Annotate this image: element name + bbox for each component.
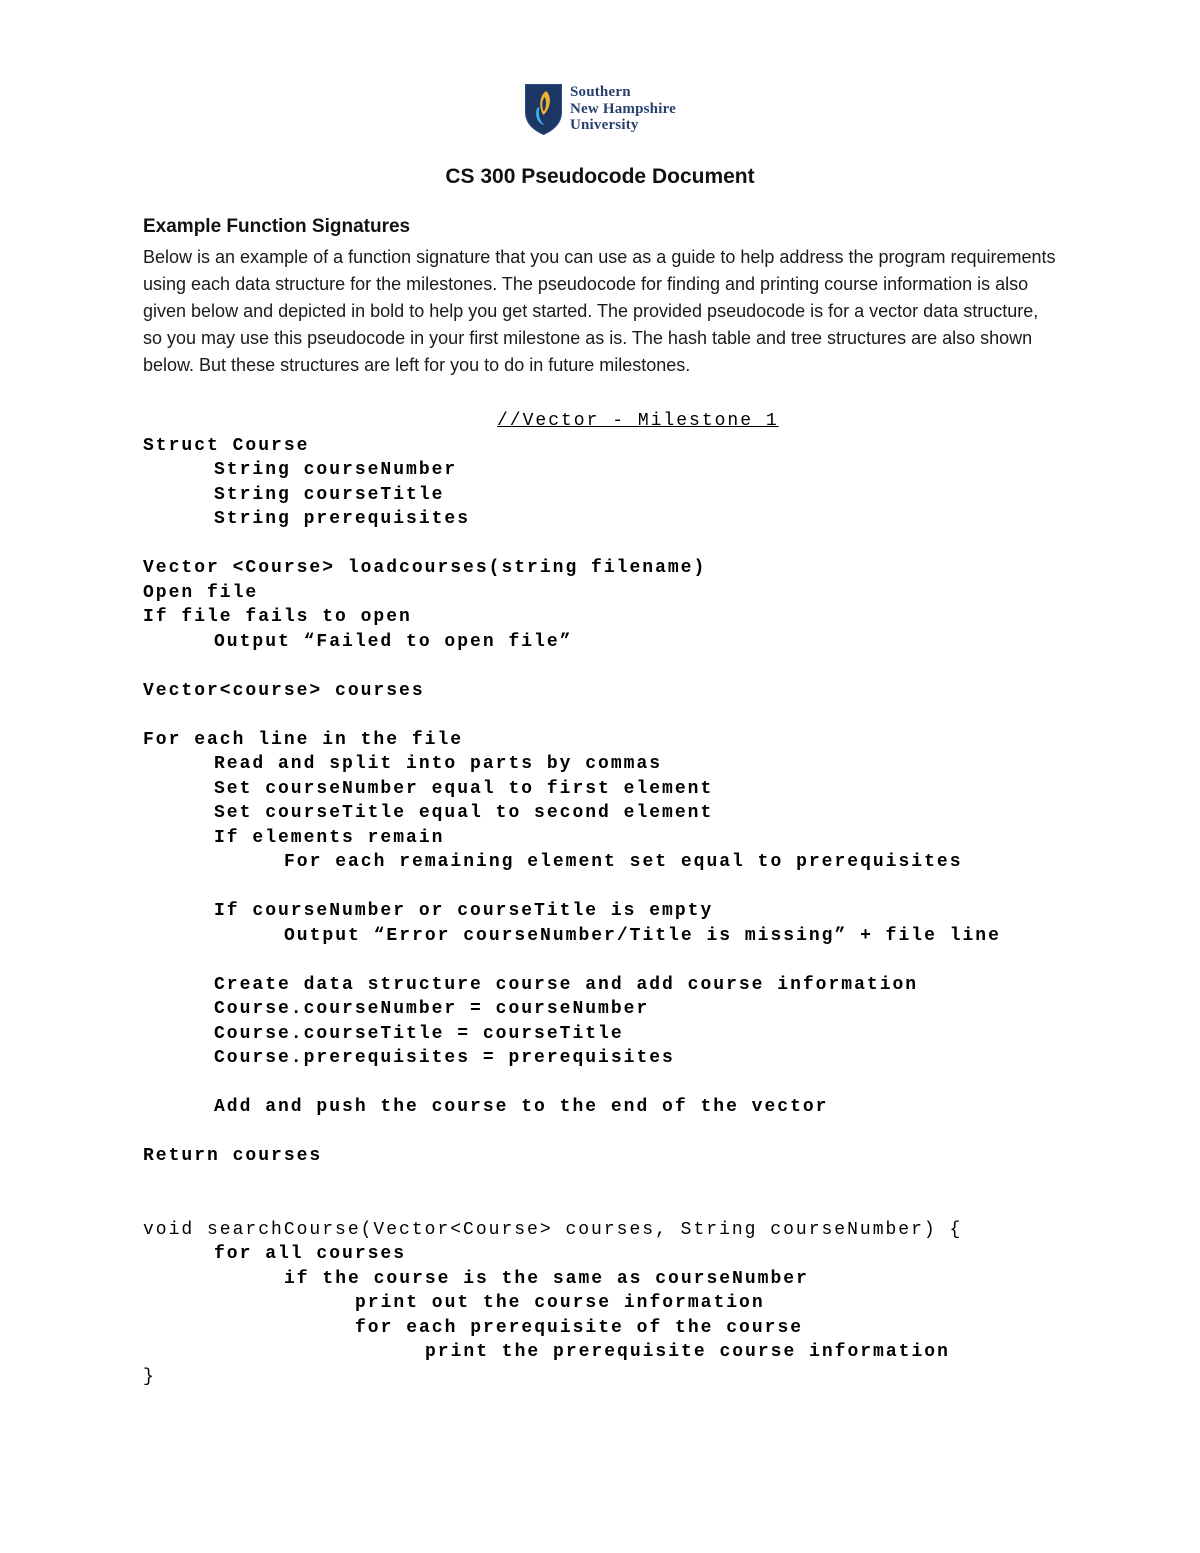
code-line: Struct Course (143, 435, 310, 456)
code-line: If elements remain (214, 827, 445, 848)
code-line: for each prerequisite of the course (355, 1317, 804, 1338)
intro-paragraph: Below is an example of a function signature that you can use as a guide to help address the program requirements using each data structure for the milestones. The pseudocode for finding and printing course information is also given below and depicted in bold to help you get started. The provided pseudocode is for a vector data structure, so you may use this pseudocode in your first milestone as is. The hash table and tree structures are also shown below. But these structures are left for you to do in future milestones. (143, 247, 1056, 375)
code-line (143, 654, 1057, 679)
snhu-shield-icon (524, 83, 563, 136)
code-line: Output “Failed to open file” (214, 631, 573, 652)
code-line: Read and split into parts by commas (214, 754, 663, 774)
snhu-wordmark-line1: Southern (569, 84, 631, 100)
code-line: Create data structure course and add course information (214, 974, 919, 995)
code-line: String courseTitle (214, 484, 445, 505)
pseudocode-block (143, 409, 1057, 1389)
code-line (143, 1169, 1057, 1194)
code-line (143, 1120, 1057, 1145)
snhu-wordmark (570, 83, 676, 134)
code-line (143, 948, 1057, 973)
snhu-wordmark-line2: New Hampshire (569, 100, 677, 117)
code-line (143, 1193, 1057, 1218)
code-lines (143, 434, 1057, 1390)
code-line: print out the course information (355, 1293, 765, 1313)
code-line: Return courses (143, 1146, 323, 1166)
code-line: Add and push the course to the end of the vector (214, 1097, 829, 1117)
snhu-wordmark-line3: University (569, 117, 639, 133)
code-line: Set courseNumber equal to first element (214, 778, 714, 799)
code-line (143, 532, 1057, 557)
code-line: Vector<course> courses (143, 680, 425, 701)
code-line: Vector <Course> loadcourses(string filename) (143, 558, 707, 578)
code-line (143, 875, 1057, 900)
code-line: If courseNumber or courseTitle is empty (214, 901, 714, 921)
code-line: String courseNumber (214, 460, 458, 480)
code-line: Course.courseNumber = courseNumber (214, 999, 650, 1019)
section-heading: Example Function Signatures (143, 216, 411, 237)
code-line: For each line in the file (143, 729, 464, 750)
code-line (143, 1071, 1057, 1096)
code-line: Open file (143, 582, 259, 603)
code-line (143, 703, 1057, 728)
code-line: If file fails to open (143, 607, 412, 627)
page-title: CS 300 Pseudocode Document (445, 165, 755, 188)
snhu-logo (143, 83, 1057, 136)
code-line: for all courses (214, 1244, 407, 1264)
code-line: } (143, 1366, 156, 1387)
code-line: print the prerequisite course information (425, 1342, 950, 1362)
code-line: if the course is the same as courseNumber (284, 1268, 809, 1289)
code-line: void searchCourse(Vector<Course> courses, String courseNumber) { (143, 1219, 963, 1240)
code-heading: //Vector - Milestone 1 (497, 411, 779, 431)
code-line: Output “Error courseNumber/Title is missing” + file line (284, 925, 1001, 946)
code-line: Course.prerequisites = prerequisites (214, 1048, 675, 1068)
code-line: For each remaining element set equal to prerequisites (284, 852, 963, 872)
code-line: Set courseTitle equal to second element (214, 803, 714, 823)
code-line: Course.courseTitle = courseTitle (214, 1023, 624, 1044)
code-line: String prerequisites (214, 509, 471, 529)
